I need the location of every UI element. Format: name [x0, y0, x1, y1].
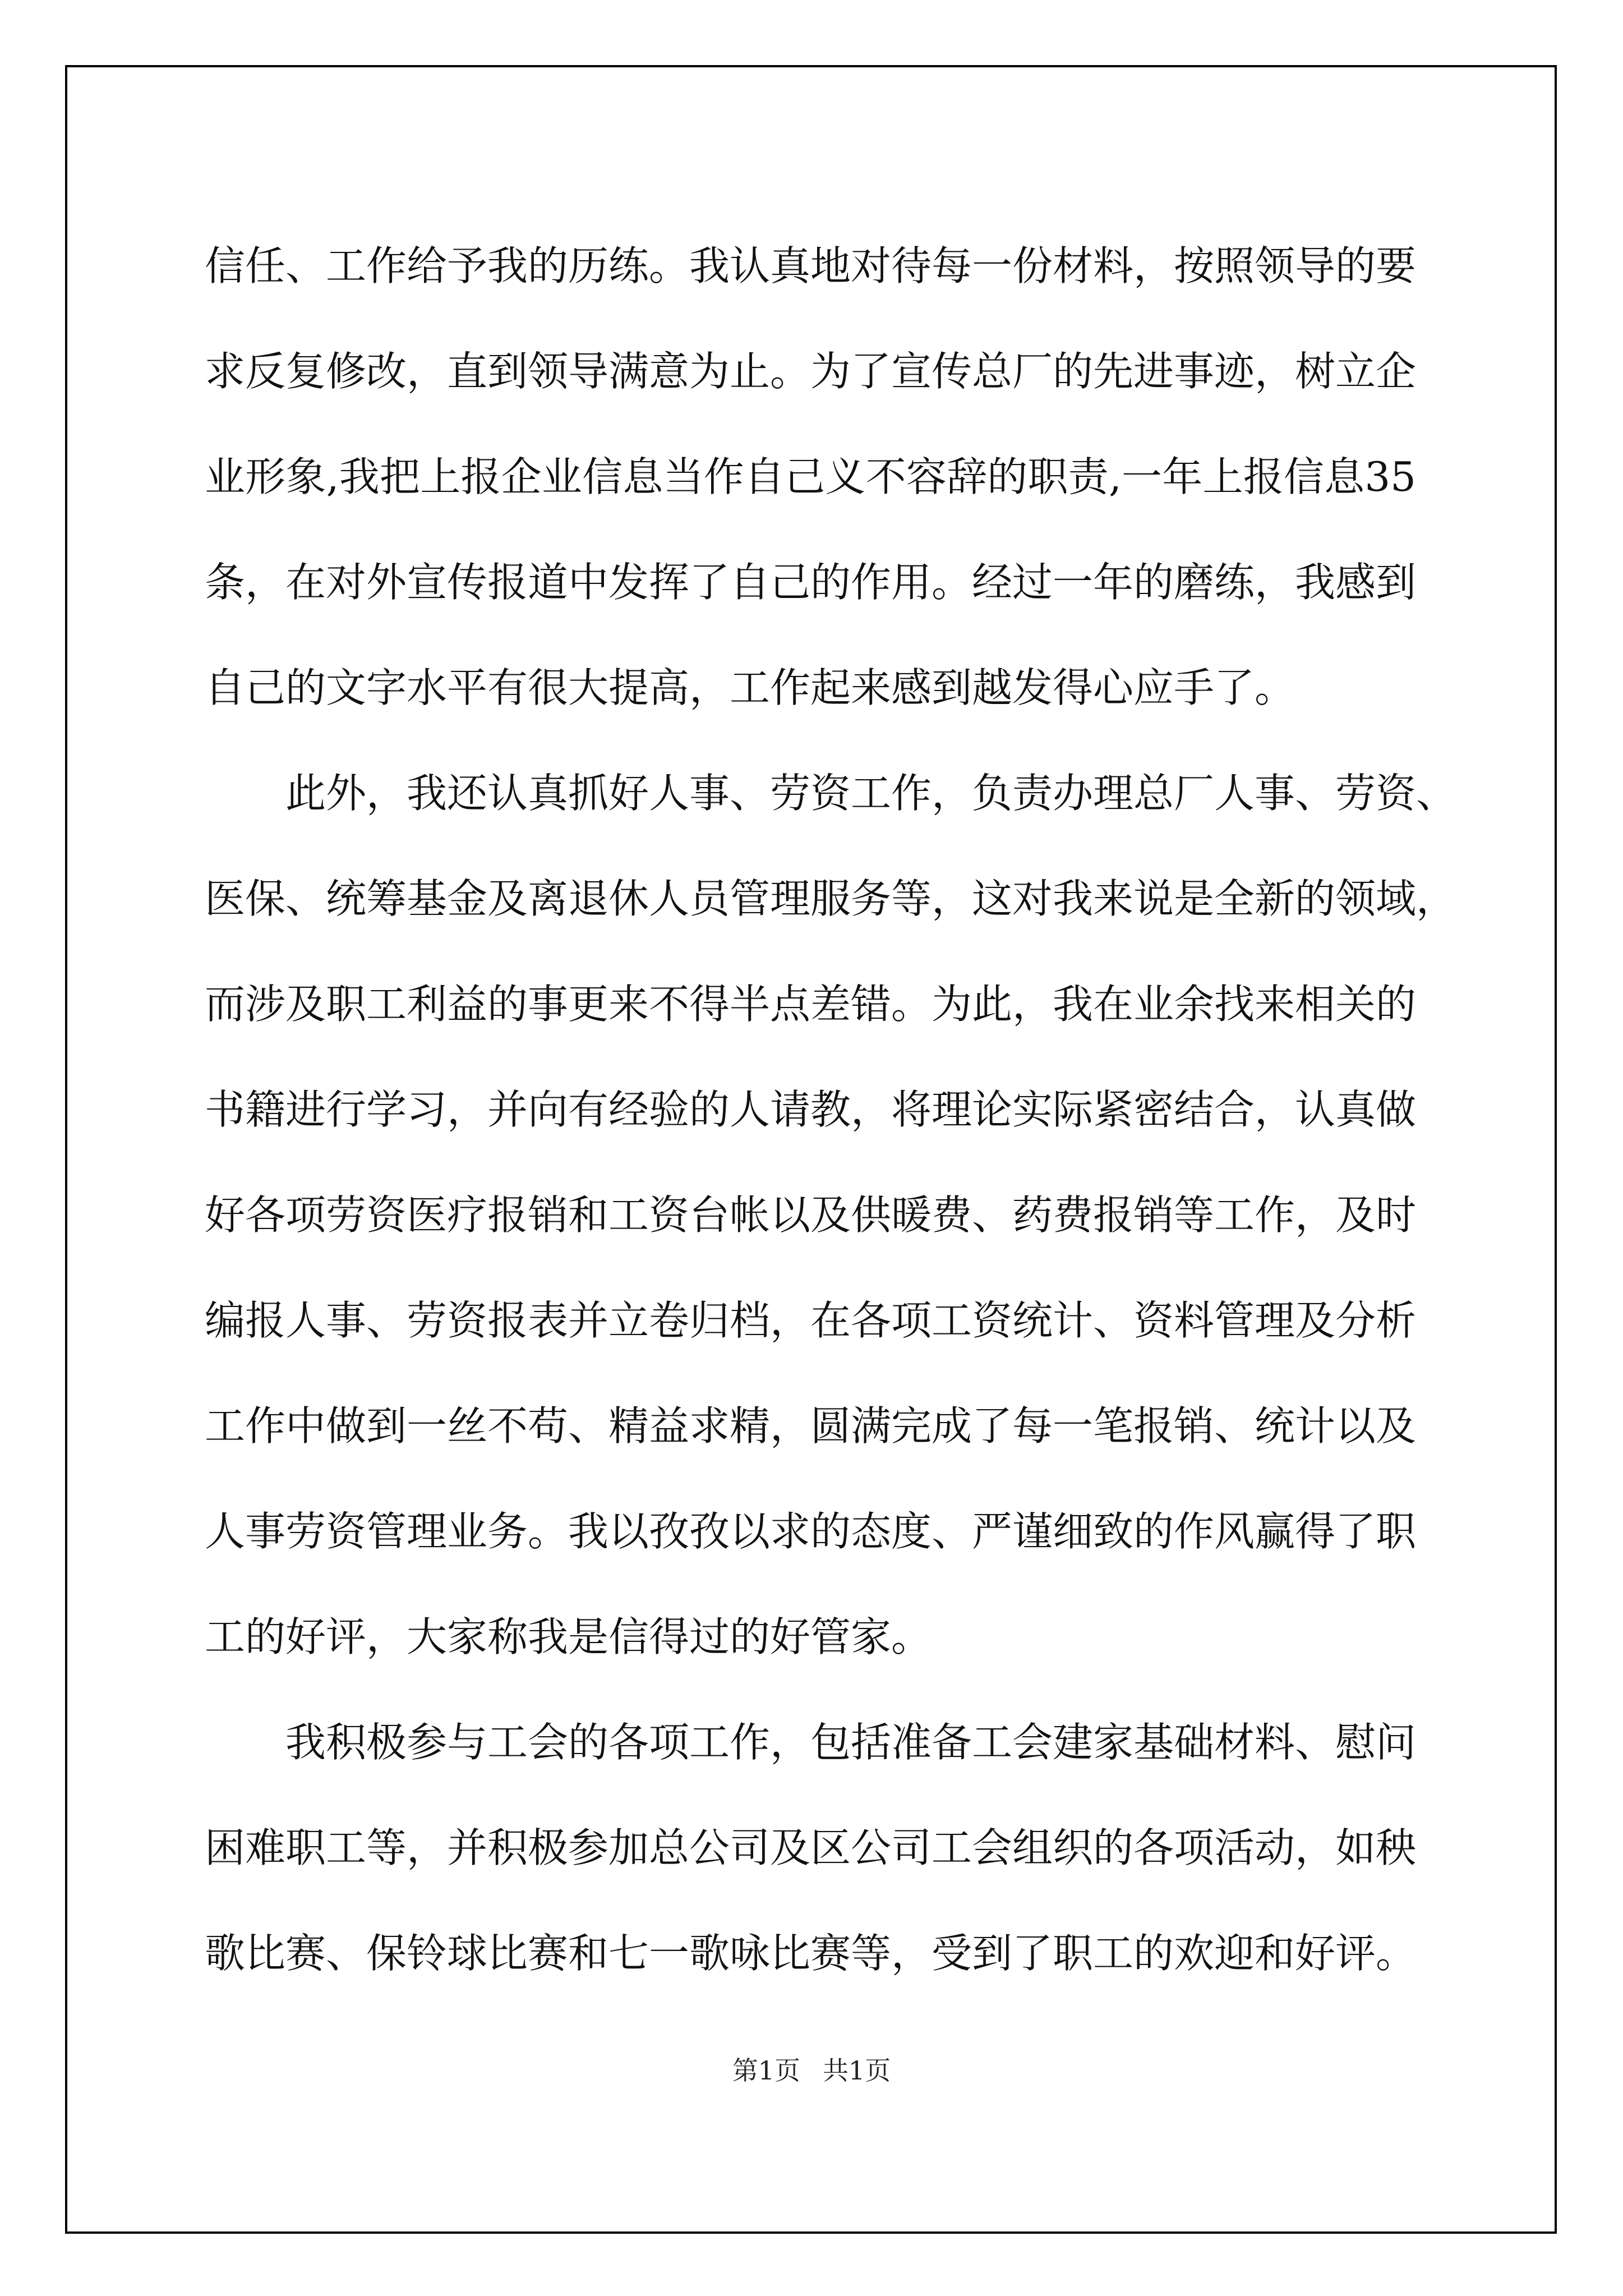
- text-line: 书籍进行学习，并向有经验的人请教，将理论实际紧密结合，认真做: [205, 1086, 1417, 1133]
- page-number: 第1页: [732, 2055, 800, 2086]
- text-line: 自己的文字水平有很大提高，工作起来感到越发得心应手了。: [205, 664, 1295, 711]
- text-line: 编报人事、劳资报表并立卷归档，在各项工资统计、资料管理及分析: [205, 1297, 1417, 1344]
- text-line: 此外，我还认真抓好人事、劳资工作，负责办理总厂人事、劳资、: [285, 770, 1457, 817]
- text-line: 人事劳资管理业务。我以孜孜以求的态度、严谨细致的作风赢得了职: [205, 1508, 1417, 1555]
- text-line: 求反复修改，直到领导满意为止。为了宣传总厂的先进事迹，树立企: [205, 348, 1417, 395]
- page-footer: [0, 2050, 1623, 2087]
- text-line: 我积极参与工会的各项工作，包括准备工会建家基础材料、慰问: [285, 1719, 1417, 1766]
- text-line: 条，在对外宣传报道中发挥了自己的作用。经过一年的磨练，我感到: [205, 559, 1417, 606]
- text-line: 工的好评，大家称我是信得过的好管家。: [205, 1613, 932, 1660]
- text-line: 好各项劳资医疗报销和工资台帐以及供暖费、药费报销等工作，及时: [205, 1191, 1417, 1239]
- text-line: 而涉及职工利益的事更来不得半点差错。为此，我在业余找来相关的: [205, 981, 1417, 1028]
- text-line: 医保、统筹基金及离退休人员管理服务等，这对我来说是全新的领域，: [205, 875, 1457, 922]
- text-line: 业形象,我把上报企业信息当作自己义不容辞的职责,一年上报信息35: [205, 453, 1416, 500]
- page-total: 共1页: [823, 2055, 891, 2086]
- text-line: 歌比赛、保铃球比赛和七一歌咏比赛等，受到了职工的欢迎和好评。: [205, 1930, 1417, 1977]
- text-line: 信任、工作给予我的历练。我认真地对待每一份材料，按照领导的要: [205, 242, 1417, 289]
- text-line: 工作中做到一丝不苟、精益求精，圆满完成了每一笔报销、统计以及: [205, 1402, 1417, 1450]
- document-body: [205, 213, 1457, 2006]
- text-line: 困难职工等，并积极参加总公司及区公司工会组织的各项活动，如秧: [205, 1824, 1417, 1871]
